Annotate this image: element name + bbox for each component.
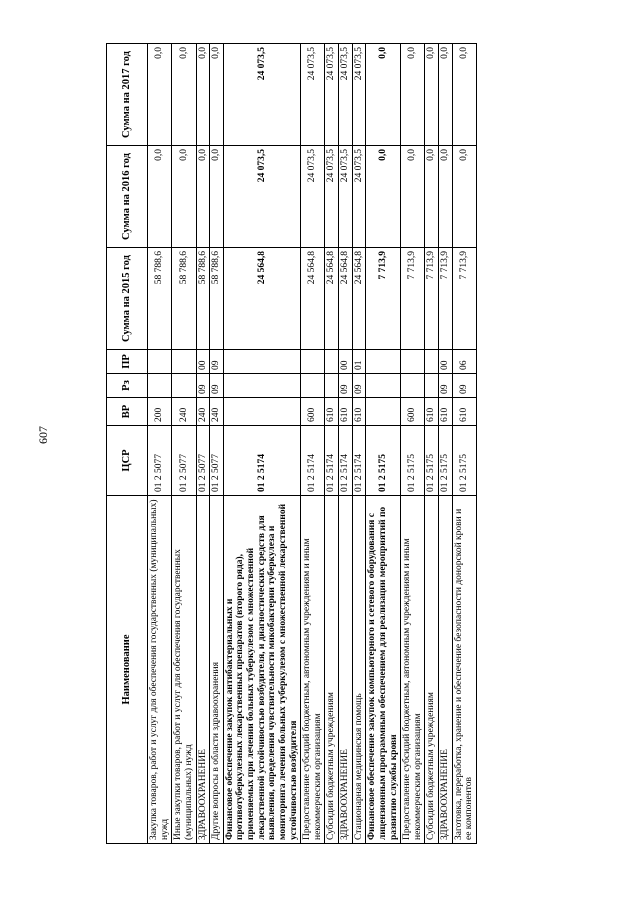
budget-table (106, 43, 477, 844)
cell-csr: 01 2 5077 (148, 426, 172, 496)
cell-rz (301, 374, 325, 398)
table-row (452, 44, 476, 844)
table-row (172, 44, 196, 844)
cell-sum-2017: 0,0 (148, 44, 172, 146)
cell-name: ЗДРАВООХРАНЕНИЕ (339, 496, 353, 844)
cell-sum-2016: 24 073,5 (339, 146, 353, 248)
cell-sum-2016: 0,0 (452, 146, 476, 248)
cell-csr: 01 2 5175 (366, 426, 401, 496)
header-vr: ВР (107, 398, 148, 426)
cell-pr (223, 350, 300, 374)
cell-vr: 610 (352, 398, 366, 426)
header-sum-2015: Сумма на 2015 год (107, 248, 148, 350)
cell-name: Заготовка, переработка, хранение и обеспечение безопасности донорской крови и ее компонентов (452, 496, 476, 844)
cell-name: Иные закупки товаров, работ и услуг для обеспечения государственных (муниципальных) нужд (172, 496, 196, 844)
cell-csr: 01 2 5174 (301, 426, 325, 496)
cell-name: Другие вопросы в области здравоохранения (210, 496, 224, 844)
cell-rz (223, 374, 300, 398)
cell-sum-2015: 24 564,8 (352, 248, 366, 350)
cell-rz (401, 374, 425, 398)
cell-vr: 610 (425, 398, 439, 426)
cell-pr (148, 350, 172, 374)
cell-sum-2015: 58 788,6 (210, 248, 224, 350)
table-row (223, 44, 300, 844)
cell-vr: 600 (301, 398, 325, 426)
cell-pr: 01 (352, 350, 366, 374)
cell-sum-2016: 0,0 (172, 146, 196, 248)
cell-name: Субсидии бюджетным учреждениям (425, 496, 439, 844)
cell-sum-2015: 24 564,8 (223, 248, 300, 350)
cell-sum-2016: 24 073,5 (325, 146, 339, 248)
cell-sum-2017: 24 073,5 (223, 44, 300, 146)
table-row (401, 44, 425, 844)
cell-rz: 09 (196, 374, 210, 398)
cell-vr (366, 398, 401, 426)
cell-sum-2015: 7 713,9 (425, 248, 439, 350)
cell-pr: 00 (196, 350, 210, 374)
cell-name: Стационарная медицинская помощь (352, 496, 366, 844)
cell-csr: 01 2 5175 (452, 426, 476, 496)
cell-vr: 610 (452, 398, 476, 426)
cell-sum-2017: 0,0 (172, 44, 196, 146)
cell-vr: 240 (172, 398, 196, 426)
cell-vr: 610 (439, 398, 453, 426)
cell-sum-2016: 0,0 (210, 146, 224, 248)
cell-sum-2015: 24 564,8 (301, 248, 325, 350)
cell-sum-2015: 7 713,9 (401, 248, 425, 350)
cell-vr: 610 (325, 398, 339, 426)
cell-csr: 01 2 5174 (325, 426, 339, 496)
cell-csr: 01 2 5175 (425, 426, 439, 496)
cell-sum-2017: 0,0 (196, 44, 210, 146)
table-row (352, 44, 366, 844)
cell-sum-2016: 0,0 (401, 146, 425, 248)
table-row (439, 44, 453, 844)
table-row (210, 44, 224, 844)
cell-pr (301, 350, 325, 374)
cell-vr: 610 (339, 398, 353, 426)
cell-name: Финансовое обеспечение закупок антибактериальных и противотуберкулезных лекарственных препаратов (второго ряда), применяемых при лечении больных туберкулезом с множественной лекарственной устойчивостью возбудителя, и диагностических средств для выявления, определения чувствительности микобактерии туберкулеза и мониторинга лечения больных туберкулезом с множественной лекарственной устойчивостью возбудителя (223, 496, 300, 844)
cell-sum-2016: 24 073,5 (301, 146, 325, 248)
cell-sum-2017: 24 073,5 (352, 44, 366, 146)
cell-rz: 09 (452, 374, 476, 398)
cell-rz (425, 374, 439, 398)
cell-vr: 600 (401, 398, 425, 426)
cell-sum-2017: 0,0 (401, 44, 425, 146)
cell-sum-2017: 0,0 (210, 44, 224, 146)
cell-sum-2017: 24 073,5 (325, 44, 339, 146)
cell-name: Закупка товаров, работ и услуг для обеспечения государственных (муниципальных) нужд (148, 496, 172, 844)
cell-name: ЗДРАВООХРАНЕНИЕ (439, 496, 453, 844)
cell-sum-2016: 0,0 (425, 146, 439, 248)
cell-pr (425, 350, 439, 374)
header-name: Наименование (107, 496, 148, 844)
cell-vr: 240 (210, 398, 224, 426)
cell-pr (401, 350, 425, 374)
cell-name: Предоставление субсидий бюджетным, автономным учреждениям и иным некоммерческим организациям (401, 496, 425, 844)
cell-name: Субсидии бюджетным учреждениям (325, 496, 339, 844)
table-body (148, 44, 477, 844)
cell-csr: 01 2 5175 (439, 426, 453, 496)
cell-csr: 01 2 5175 (401, 426, 425, 496)
cell-sum-2017: 0,0 (425, 44, 439, 146)
cell-rz (366, 374, 401, 398)
cell-csr: 01 2 5174 (223, 426, 300, 496)
cell-rz: 09 (210, 374, 224, 398)
cell-sum-2015: 24 564,8 (325, 248, 339, 350)
cell-sum-2015: 7 713,9 (452, 248, 476, 350)
cell-vr: 200 (148, 398, 172, 426)
cell-sum-2017: 0,0 (366, 44, 401, 146)
cell-csr: 01 2 5077 (172, 426, 196, 496)
cell-sum-2017: 0,0 (452, 44, 476, 146)
header-rz: Рз (107, 374, 148, 398)
cell-pr: 09 (210, 350, 224, 374)
cell-csr: 01 2 5077 (196, 426, 210, 496)
cell-rz: 09 (352, 374, 366, 398)
cell-sum-2017: 0,0 (439, 44, 453, 146)
cell-sum-2017: 24 073,5 (339, 44, 353, 146)
cell-sum-2016: 24 073,5 (352, 146, 366, 248)
header-sum-2016: Сумма на 2016 год (107, 146, 148, 248)
cell-sum-2015: 7 713,9 (439, 248, 453, 350)
table-row (148, 44, 172, 844)
cell-name: Предоставление субсидий бюджетным, автономным учреждениям и иным некоммерческим организациям (301, 496, 325, 844)
cell-vr (223, 398, 300, 426)
header-sum-2017: Сумма на 2017 год (107, 44, 148, 146)
cell-sum-2015: 58 788,6 (196, 248, 210, 350)
cell-pr (172, 350, 196, 374)
cell-pr (366, 350, 401, 374)
cell-sum-2015: 58 788,6 (148, 248, 172, 350)
cell-sum-2016: 24 073,5 (223, 146, 300, 248)
cell-vr: 240 (196, 398, 210, 426)
cell-csr: 01 2 5174 (339, 426, 353, 496)
cell-sum-2016: 0,0 (366, 146, 401, 248)
cell-sum-2016: 0,0 (439, 146, 453, 248)
cell-rz: 09 (439, 374, 453, 398)
cell-csr: 01 2 5077 (210, 426, 224, 496)
table-row (339, 44, 353, 844)
cell-name: Финансовое обеспечение закупок компьютерного и сетевого оборудования с лицензионным программным обеспечением для реализации мероприятий по развитию службы крови (366, 496, 401, 844)
header-pr: ПР (107, 350, 148, 374)
cell-pr: 00 (439, 350, 453, 374)
cell-rz (172, 374, 196, 398)
table-row (366, 44, 401, 844)
cell-rz: 09 (339, 374, 353, 398)
page-number: 607 (36, 426, 50, 444)
cell-pr: 00 (339, 350, 353, 374)
table-header-row (107, 44, 148, 844)
cell-sum-2016: 0,0 (196, 146, 210, 248)
cell-name: ЗДРАВООХРАНЕНИЕ (196, 496, 210, 844)
table-row (325, 44, 339, 844)
cell-rz (148, 374, 172, 398)
cell-sum-2015: 24 564,8 (339, 248, 353, 350)
table-row (425, 44, 439, 844)
cell-csr: 01 2 5174 (352, 426, 366, 496)
header-csr: ЦСР (107, 426, 148, 496)
cell-sum-2015: 58 788,6 (172, 248, 196, 350)
cell-pr: 06 (452, 350, 476, 374)
rotated-page-content (106, 44, 477, 844)
cell-sum-2016: 0,0 (148, 146, 172, 248)
cell-pr (325, 350, 339, 374)
cell-sum-2017: 24 073,5 (301, 44, 325, 146)
cell-sum-2015: 7 713,9 (366, 248, 401, 350)
table-row (301, 44, 325, 844)
table-row (196, 44, 210, 844)
cell-rz (325, 374, 339, 398)
